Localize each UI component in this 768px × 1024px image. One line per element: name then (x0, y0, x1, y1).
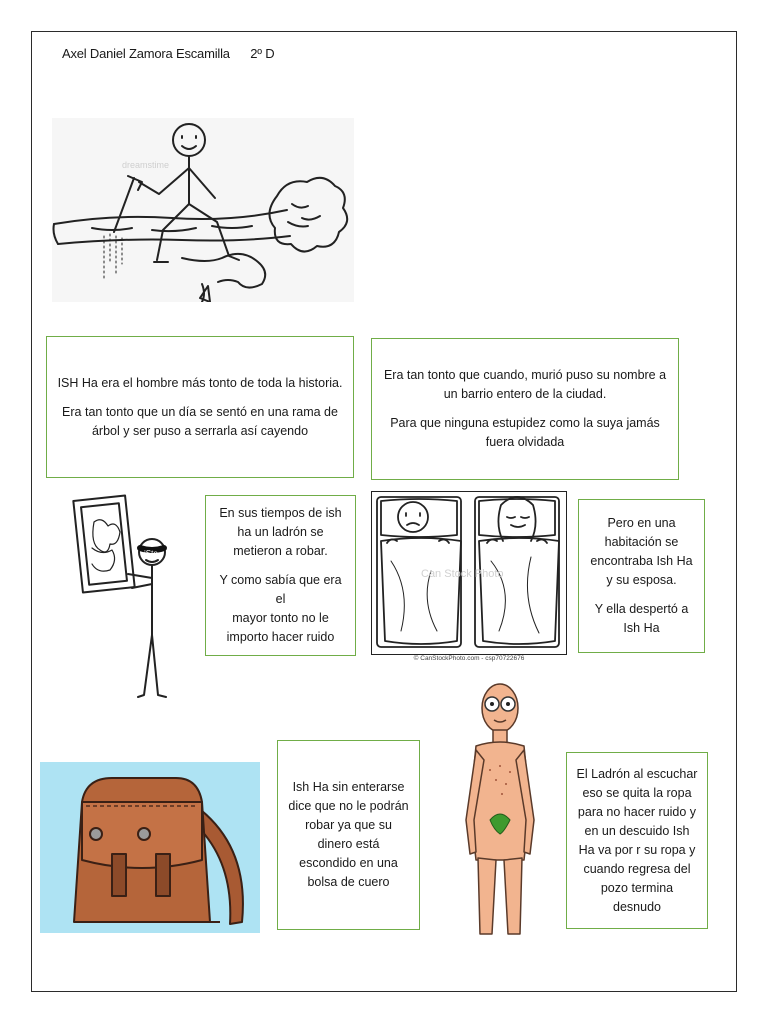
panel-6-line-1: El Ladrón al escuchar eso se quita la ropa para no hacer ruido y en un descuido Ish Ha va por r su ropa y cuando regresa del pozo termina desnudo (576, 766, 698, 914)
panel-2-line-2: Para que ninguna estupidez como la suya jamás fuera olvidada (390, 416, 660, 449)
story-panel-3 (205, 495, 356, 656)
thief-with-painting-illustration (70, 492, 194, 704)
panel-4-line-1: Pero en una habitación se encontraba Ish Ha y su esposa. (590, 516, 693, 587)
panel-1-line-2: Era tan tonto que un día se sentó en una rama de árbol y ser puso a serrarla así cayendo (62, 404, 338, 438)
image-credit: © CanStockPhoto.com - csp70722676 (413, 655, 525, 662)
svg-text:dreamstime: dreamstime (122, 160, 170, 170)
panel-2-line-1: Era tan tonto que cuando, murió puso su nombre a un barrio entero de la ciudad. (383, 368, 667, 401)
naked-man-illustration (460, 680, 540, 936)
man-sawing-branch-illustration (52, 118, 354, 302)
panel-3-line-1: En sus tiempos de ish ha un ladrón se metieron a robar. (219, 506, 342, 558)
couple-in-bed-illustration (371, 491, 567, 655)
author-name: Axel Daniel Zamora Escamilla (62, 46, 230, 61)
author-header (62, 46, 274, 61)
panel-5-line-1: Ish Ha sin enterarse dice que no le podrán robar ya que su dinero está escondido en una bolsa de cuero (288, 780, 409, 889)
author-group: 2º D (250, 46, 275, 61)
panel-4-line-2: Y ella despertó a Ish Ha (594, 602, 689, 635)
story-panel-4 (578, 499, 705, 653)
panel-3-line-2: Y como sabía que era el mayor tonto no le importo hacer ruido (219, 573, 342, 644)
leather-bag-illustration (40, 762, 260, 933)
story-panel-2 (371, 338, 679, 480)
story-panel-1 (46, 336, 354, 478)
panel-1-line-1: ISH Ha era el hombre más tonto de toda la historia. (57, 375, 343, 390)
story-panel-5 (277, 740, 420, 930)
story-panel-6 (566, 752, 708, 929)
svg-text:iSto: iSto (144, 549, 158, 558)
bed-watermark: Can Stock Photo (421, 568, 504, 580)
